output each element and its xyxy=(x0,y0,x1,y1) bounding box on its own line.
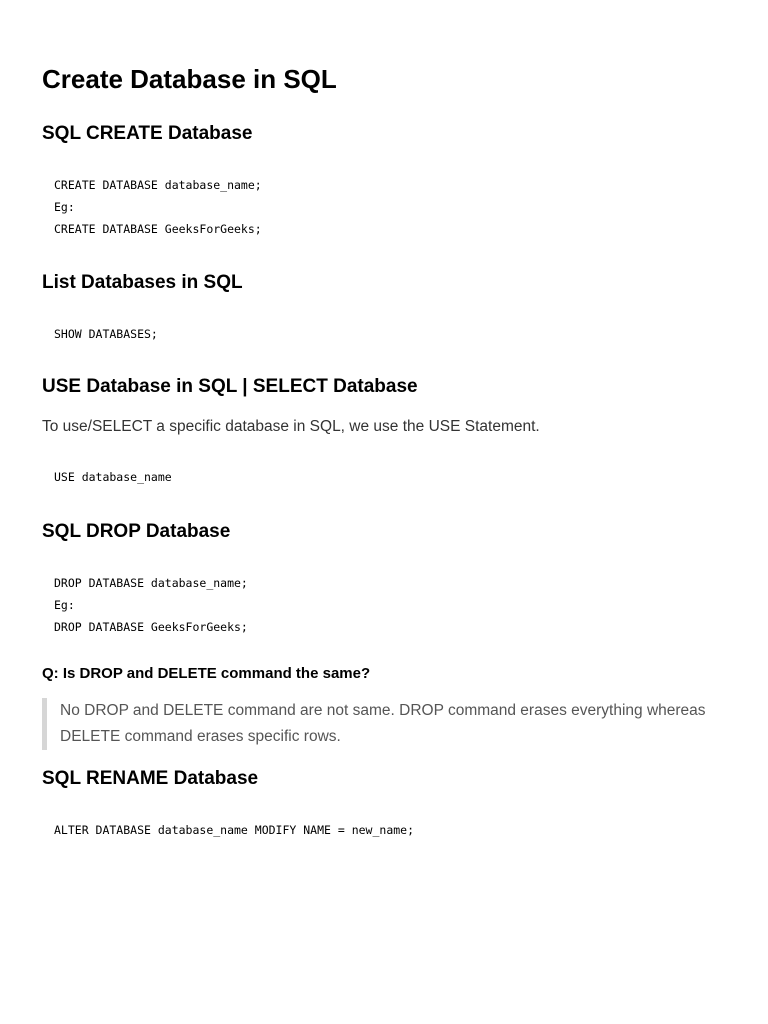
list-databases-heading: List Databases in SQL xyxy=(42,272,243,293)
code-line: CREATE DATABASE GeeksForGeeks; xyxy=(54,222,262,236)
use-database-description: To use/SELECT a specific database in SQL, we use the USE Statement. xyxy=(42,418,540,435)
drop-vs-delete-question: Q: Is DROP and DELETE command the same? xyxy=(42,665,371,682)
use-database-code-block xyxy=(54,466,172,488)
answer-line: DELETE command erases specific rows. xyxy=(60,728,341,745)
code-line: Eg: xyxy=(54,200,75,214)
drop-database-code-block xyxy=(54,572,248,638)
rename-database-heading: SQL RENAME Database xyxy=(42,768,259,789)
code-line: CREATE DATABASE database_name; xyxy=(54,178,262,192)
code-line: DROP DATABASE GeeksForGeeks; xyxy=(54,620,248,634)
list-databases-code-block xyxy=(54,323,158,345)
use-database-heading: USE Database in SQL | SELECT Database xyxy=(42,376,418,397)
code-line: ALTER DATABASE database_name MODIFY NAME = new_name; xyxy=(54,823,415,837)
code-line: DROP DATABASE database_name; xyxy=(54,576,248,590)
answer-line: No DROP and DELETE command are not same. DROP command erases everything whereas xyxy=(60,702,706,719)
code-line: USE database_name xyxy=(54,470,172,484)
create-database-heading: SQL CREATE Database xyxy=(42,123,253,144)
code-line: Eg: xyxy=(54,598,75,612)
code-line: SHOW DATABASES; xyxy=(54,327,158,341)
drop-database-heading: SQL DROP Database xyxy=(42,521,231,542)
drop-vs-delete-answer xyxy=(42,698,740,750)
rename-database-code-block xyxy=(54,819,414,841)
page-title: Create Database in SQL xyxy=(42,64,337,94)
create-database-code-block xyxy=(54,174,262,240)
